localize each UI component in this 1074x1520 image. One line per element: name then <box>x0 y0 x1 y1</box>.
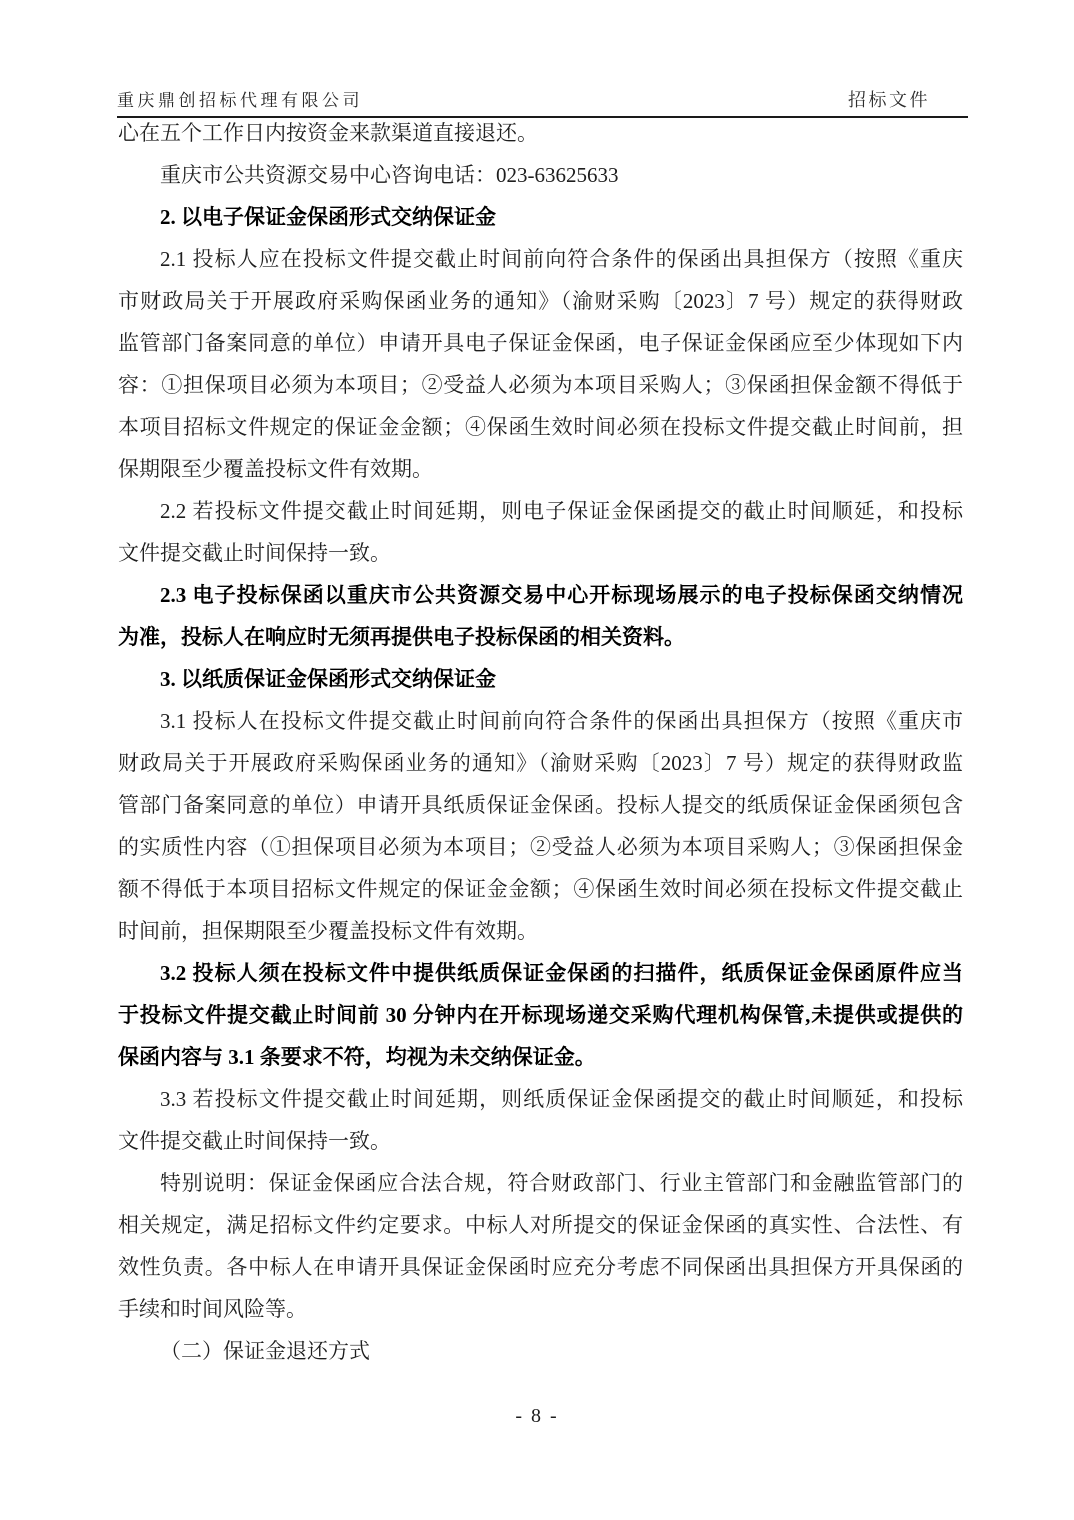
paragraph-line: 3.2 投标人须在投标文件中提供纸质保证金保函的扫描件，纸质保证金保函原件应当 <box>160 961 963 985</box>
header-company-name: 重庆鼎创招标代理有限公司 <box>117 91 363 110</box>
paragraph-line: 的实质性内容（①担保项目必须为本项目；②受益人必须为本项目采购人；③保函担保金 <box>118 835 963 859</box>
paragraph-line: 2.2 若投标文件提交截止时间延期，则电子保证金保函提交的截止时间顺延，和投标 <box>160 499 963 523</box>
paragraph-line: 额不得低于本项目招标文件规定的保证金金额；④保函生效时间必须在投标文件提交截止 <box>118 877 963 901</box>
paragraph-line: 3.1 投标人在投标文件提交截止时间前向符合条件的保函出具担保方（按照《重庆市 <box>160 709 963 733</box>
section-heading: 2. 以电子保证金保函形式交纳保证金 <box>160 205 496 229</box>
paragraph-line: 于投标文件提交截止时间前 30 分钟内在开标现场递交采购代理机构保管,未提供或提供的 <box>118 1003 963 1027</box>
paragraph-line: 相关规定，满足招标文件约定要求。中标人对所提交的保证金保函的真实性、合法性、有 <box>118 1213 963 1237</box>
paragraph-line: 为准，投标人在响应时无须再提供电子投标保函的相关资料。 <box>118 625 685 649</box>
paragraph-line: 3.3 若投标文件提交截止时间延期，则纸质保证金保函提交的截止时间顺延，和投标 <box>160 1087 963 1111</box>
contact-phone-line: 重庆市公共资源交易中心咨询电话：023-63625633 <box>160 163 619 187</box>
page-number: - 8 - <box>515 1405 559 1427</box>
page-header <box>117 86 968 112</box>
paragraph-line: 本项目招标文件规定的保证金金额；④保函生效时间必须在投标文件提交截止时间前，担 <box>118 415 963 439</box>
subsection-heading: （二）保证金退还方式 <box>160 1339 370 1363</box>
paragraph-line: 2.3 电子投标保函以重庆市公共资源交易中心开标现场展示的电子投标保函交纳情况 <box>160 583 963 607</box>
paragraph-line: 时间前，担保期限至少覆盖投标文件有效期。 <box>118 919 538 943</box>
paragraph-line: 财政局关于开展政府采购保函业务的通知》（渝财采购〔2023〕7 号）规定的获得财政监 <box>118 751 963 775</box>
section-heading: 3. 以纸质保证金保函形式交纳保证金 <box>160 667 496 691</box>
paragraph-line: 保期限至少覆盖投标文件有效期。 <box>118 457 433 481</box>
paragraph-line: 文件提交截止时间保持一致。 <box>118 1129 391 1153</box>
paragraph-line: 效性负责。各中标人在申请开具保证金保函时应充分考虑不同保函出具担保方开具保函的 <box>118 1255 963 1279</box>
document-body <box>118 112 963 1372</box>
paragraph-line: 保函内容与 3.1 条要求不符，均视为未交纳保证金。 <box>118 1045 596 1069</box>
paragraph-line: 容：①担保项目必须为本项目；②受益人必须为本项目采购人；③保函担保金额不得低于 <box>118 373 963 397</box>
paragraph-line: 特别说明：保证金保函应合法合规，符合财政部门、行业主管部门和金融监管部门的 <box>160 1171 963 1195</box>
header-document-type: 招标文件 <box>848 90 930 110</box>
paragraph-line: 心在五个工作日内按资金来款渠道直接退还。 <box>118 121 538 145</box>
paragraph-line: 市财政局关于开展政府采购保函业务的通知》（渝财采购〔2023〕7 号）规定的获得财政 <box>118 289 963 313</box>
paragraph-line: 文件提交截止时间保持一致。 <box>118 541 391 565</box>
paragraph-line: 2.1 投标人应在投标文件提交截止时间前向符合条件的保函出具担保方（按照《重庆 <box>160 247 963 271</box>
paragraph-line: 手续和时间风险等。 <box>118 1297 307 1321</box>
paragraph-line: 管部门备案同意的单位）申请开具纸质保证金保函。投标人提交的纸质保证金保函须包含 <box>118 793 963 817</box>
paragraph-line: 监管部门备案同意的单位）申请开具电子保证金保函，电子保证金保函应至少体现如下内 <box>118 331 963 355</box>
